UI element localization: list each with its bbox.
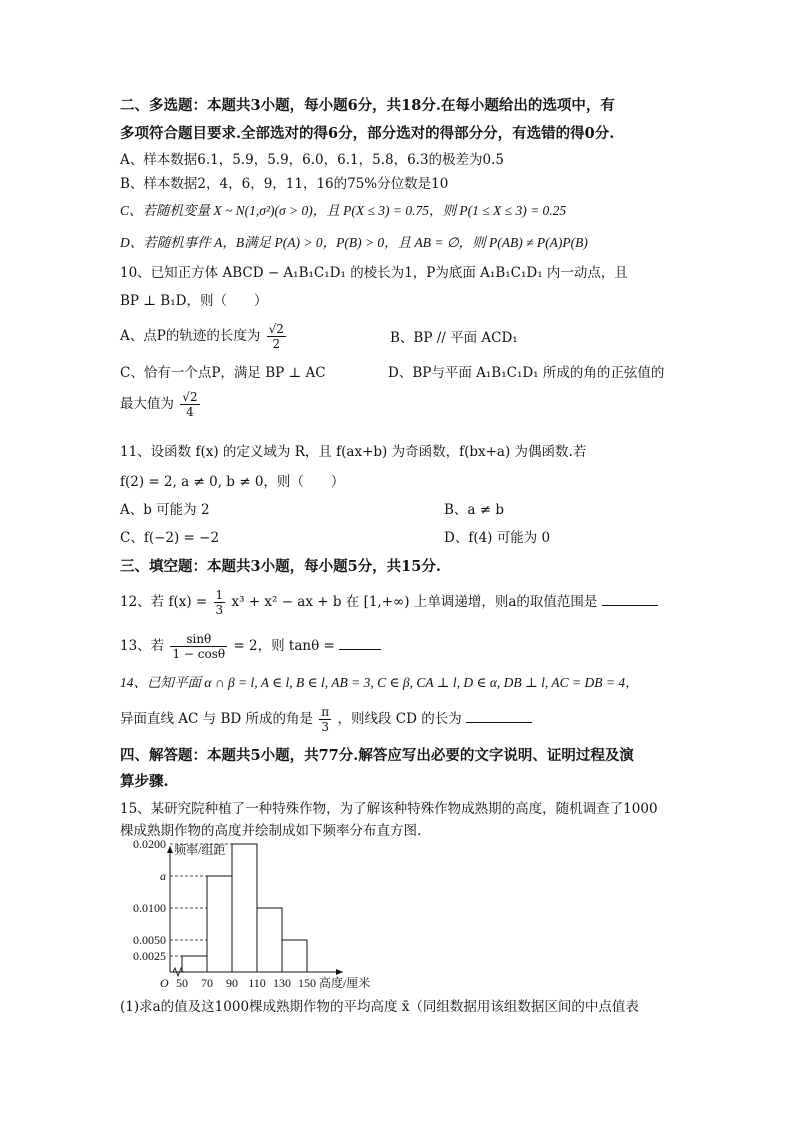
q12-suffix: x³ + x² − ax + b 在 [1,+∞) 上单调递增，则a的取值范围是 bbox=[231, 594, 598, 610]
section2-header-line2: 多项符合题目要求.全部选对的得6分，部分选对的得部分分，有选错的得0分. bbox=[120, 125, 615, 142]
q14-line1: 14、已知平面 α ∩ β = l, A ∈ l, B ∈ l, AB = 3, C ∈ β, CA ⊥ l, D ∈ α, DB ⊥ l, AC = DB = 4， bbox=[120, 675, 639, 690]
q9-option-b: B、样本数据2，4，6，9，11，16的75%分位数是10 bbox=[120, 176, 449, 192]
q10-option-a-text: A、点P的轨迹的长度为 bbox=[120, 328, 261, 344]
fraction-numerator: sinθ bbox=[170, 632, 227, 647]
q10-option-d-line2 bbox=[120, 390, 202, 419]
section4-header-line2: 算步骤. bbox=[120, 773, 169, 790]
fraction-numerator: 1 bbox=[215, 588, 224, 602]
q10-stem-line2: BP ⊥ B₁D，则（ ） bbox=[120, 293, 268, 309]
fraction-denominator: 1 − cosθ bbox=[172, 647, 226, 661]
histogram-bar bbox=[207, 876, 232, 972]
section3-header: 三、填空题：本题共3小题，每小题5分，共15分. bbox=[120, 558, 441, 575]
histogram-bar bbox=[282, 940, 307, 972]
x-axis-arrow-icon bbox=[336, 969, 343, 975]
q13-suffix: = 2，则 tanθ = bbox=[233, 638, 335, 654]
y-axis-label: 频率/组距 bbox=[174, 843, 226, 857]
q9-option-d: D、若随机事件 A，B满足 P(A) > 0，P(B) > 0，且 AB = ∅，则 P(AB) ≠ P(A)P(B) bbox=[120, 235, 588, 250]
q14-fraction bbox=[319, 705, 331, 734]
q11-stem-line1: 11、设函数 f(x) 的定义域为 R，且 f(ax+b) 为奇函数，f(bx+a) 为偶函数.若 bbox=[120, 444, 587, 460]
q11-option-a: A、b 可能为 2 bbox=[120, 502, 210, 518]
q12-answer-blank[interactable] bbox=[602, 591, 658, 606]
fraction-denominator: 3 bbox=[215, 603, 224, 617]
x-tick-label: 110 bbox=[248, 976, 266, 990]
fraction-denominator: 2 bbox=[272, 337, 281, 351]
fraction-numerator: √2 bbox=[268, 322, 284, 336]
q10-option-a bbox=[120, 322, 288, 351]
y-tick-label: 0.0025 bbox=[133, 949, 166, 963]
q15-line1: 15、某研究院种植了一种特殊作物，为了解该种特殊作物成熟期的高度，随机调查了1000 bbox=[120, 801, 658, 817]
y-tick-label: 0.0050 bbox=[133, 933, 166, 947]
y-tick-label: a bbox=[160, 869, 166, 883]
q10-option-d-fraction bbox=[180, 390, 199, 419]
histogram-bar bbox=[232, 844, 257, 972]
q14-answer-blank[interactable] bbox=[466, 708, 532, 723]
q10-stem-line1: 10、已知正方体 ABCD − A₁B₁C₁D₁ 的棱长为1，P为底面 A₁B₁C₁D₁ 内一动点，且 bbox=[120, 265, 628, 281]
histogram-bar bbox=[257, 908, 282, 972]
fraction-numerator: π bbox=[321, 705, 330, 719]
q9-option-a: A、样本数据6.1，5.9，5.9，6.0，6.1，5.8，6.3的极差为0.5 bbox=[120, 152, 505, 168]
q11-option-b: B、a ≠ b bbox=[444, 502, 505, 518]
q10-option-a-fraction bbox=[267, 322, 286, 351]
y-tick-label: 0.0200 bbox=[133, 840, 166, 851]
x-tick-label: 50 bbox=[176, 976, 188, 990]
q11-option-d: D、f(4) 可能为 0 bbox=[444, 530, 551, 546]
origin-label: O bbox=[160, 976, 169, 990]
q10-option-d-line1: D、BP与平面 A₁B₁C₁D₁ 所成的角的正弦值的 bbox=[388, 365, 665, 381]
x-tick-label: 130 bbox=[273, 976, 291, 990]
q12-prefix: 12、若 f(x) = bbox=[120, 594, 208, 610]
x-axis-label: 高度/厘米 bbox=[319, 976, 371, 990]
fraction-numerator: √2 bbox=[182, 390, 198, 404]
section2-header-line1: 二、多选题：本题共3小题，每小题6分，共18分.在每小题给出的选项中，有 bbox=[120, 97, 615, 114]
x-tick-label: 150 bbox=[298, 976, 316, 990]
q10-option-d-text: 最大值为 bbox=[120, 396, 174, 412]
q13-fraction bbox=[170, 632, 227, 661]
x-tick-label: 90 bbox=[226, 976, 238, 990]
q15-part1: (1)求a的值及这1000棵成熟期作物的平均高度 x̄（同组数据用该组数据区间的中点值表 bbox=[120, 999, 639, 1015]
q14-prefix: 异面直线 AC 与 BD 所成的角是 bbox=[120, 711, 313, 727]
q12-fraction bbox=[214, 588, 226, 617]
q13 bbox=[120, 632, 381, 661]
q11-option-c: C、f(−2) = −2 bbox=[120, 530, 220, 546]
q10-option-c: C、恰有一个点P，满足 BP ⊥ AC bbox=[120, 365, 326, 381]
q11-stem-line2: f(2) = 2, a ≠ 0, b ≠ 0，则（ ） bbox=[120, 474, 345, 490]
q14-suffix: ，则线段 CD 的长为 bbox=[337, 711, 462, 727]
q13-answer-blank[interactable] bbox=[339, 635, 381, 650]
q14-line2 bbox=[120, 705, 532, 734]
frequency-histogram bbox=[118, 840, 438, 998]
q9-option-c: C、若随机变量 X ~ N(1,σ²)(σ > 0)，且 P(X ≤ 3) = 0.75，则 P(1 ≤ X ≤ 3) = 0.25 bbox=[120, 203, 567, 218]
fraction-denominator: 4 bbox=[186, 405, 194, 419]
section4-header-line1: 四、解答题：本题共5小题，共77分.解答应写出必要的文字说明、证明过程及演 bbox=[120, 747, 634, 764]
histogram-bar bbox=[182, 956, 207, 972]
q10-option-b: B、BP // 平面 ACD₁ bbox=[390, 330, 518, 346]
q15-line2: 棵成熟期作物的高度并绘制成如下频率分布直方图. bbox=[120, 823, 422, 839]
fraction-denominator: 3 bbox=[321, 720, 330, 734]
y-tick-label: 0.0100 bbox=[133, 901, 166, 915]
x-tick-label: 70 bbox=[201, 976, 213, 990]
q13-prefix: 13、若 bbox=[120, 638, 165, 654]
q12 bbox=[120, 588, 658, 617]
y-axis-arrow-icon bbox=[167, 846, 173, 853]
